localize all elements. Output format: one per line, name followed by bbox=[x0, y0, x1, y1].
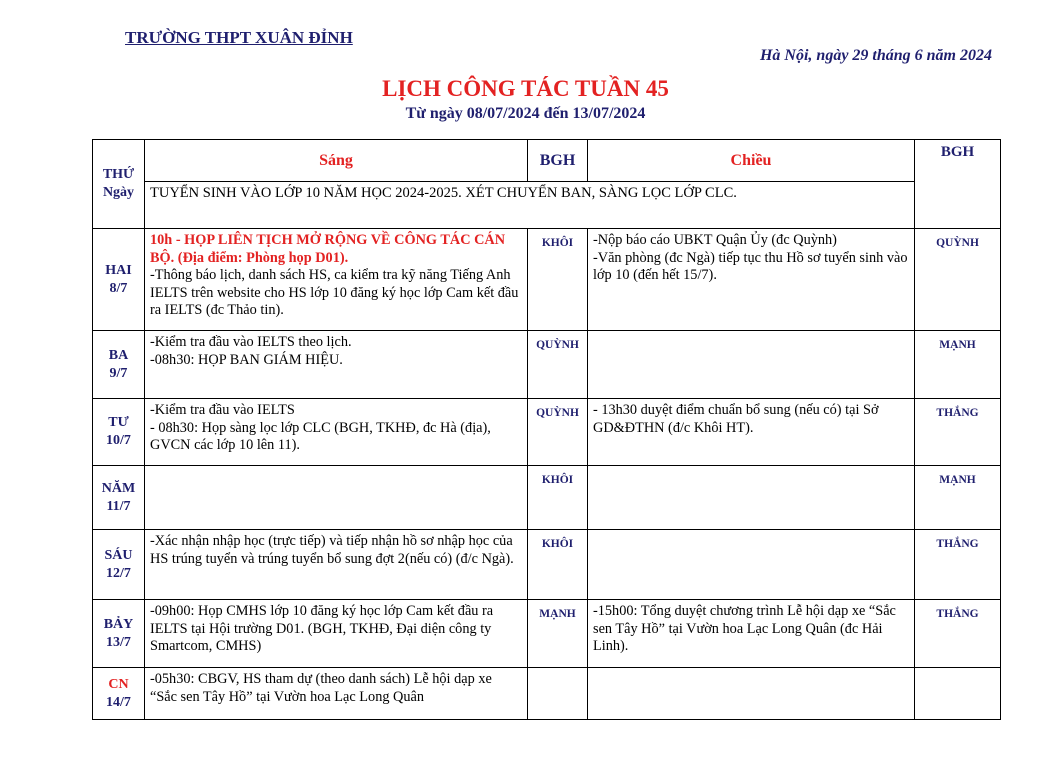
bgh-afternoon-cell: THẮNG bbox=[915, 399, 1001, 466]
day-cell bbox=[93, 530, 145, 600]
bgh-morning-cell: MẠNH bbox=[528, 600, 588, 668]
date-line: Hà Nội, ngày 29 tháng 6 năm 2024 bbox=[759, 47, 992, 64]
bgh-afternoon-cell bbox=[915, 668, 1001, 720]
table-header-row bbox=[93, 140, 1001, 182]
table-row bbox=[93, 229, 1001, 331]
date-range: Từ ngày 08/07/2024 đến 13/07/2024 bbox=[405, 105, 646, 122]
day-cell bbox=[93, 600, 145, 668]
bgh-afternoon-cell: THẮNG bbox=[915, 530, 1001, 600]
day-header-cell bbox=[93, 140, 145, 229]
day-name: SÁU bbox=[104, 547, 133, 563]
notice-row bbox=[93, 182, 1001, 229]
afternoon-cell bbox=[588, 530, 915, 600]
table-row bbox=[93, 530, 1001, 600]
day-cell bbox=[93, 229, 145, 331]
bgh-morning-cell: KHÔI bbox=[528, 229, 588, 331]
day-name: HAI bbox=[105, 262, 132, 278]
bgh-afternoon-cell: QUỲNH bbox=[915, 229, 1001, 331]
day-date: 13/7 bbox=[106, 634, 131, 650]
bgh-morning-cell: KHÔI bbox=[528, 466, 588, 530]
afternoon-text-2: -Văn phòng (đc Ngà) tiếp tục thu Hồ sơ tuyển sinh vào lớp 10 (đến hết 15/7). bbox=[593, 249, 908, 283]
day-date: 14/7 bbox=[106, 694, 131, 710]
afternoon-cell: -15h00: Tổng duyệt chương trình Lễ hội dạp xe “Sắc sen Tây Hồ” tại Vườn hoa Lạc Long Quân (đc Hải Linh). bbox=[588, 600, 915, 668]
day-cell bbox=[93, 399, 145, 466]
day-date: 11/7 bbox=[106, 498, 131, 514]
bgh-morning-header: BGH bbox=[528, 140, 588, 182]
bgh-morning-cell bbox=[528, 668, 588, 720]
schedule-table bbox=[92, 139, 1001, 720]
day-date: 10/7 bbox=[106, 433, 131, 448]
morning-cell bbox=[145, 466, 528, 530]
morning-cell: -09h00: Họp CMHS lớp 10 đăng ký học lớp Cam kết đầu ra IELTS tại Hội trường D01. (BGH, TKHĐ, Đại diện công ty Smartcom, CMHS) bbox=[145, 600, 528, 668]
afternoon-cell bbox=[588, 466, 915, 530]
afternoon-cell: - 13h30 duyệt điểm chuẩn bổ sung (nếu có) tại Sở GD&ĐTHN (đ/c Khôi HT). bbox=[588, 399, 915, 466]
table-row bbox=[93, 668, 1001, 720]
day-cell bbox=[93, 668, 145, 720]
afternoon-cell bbox=[588, 668, 915, 720]
day-date: 12/7 bbox=[106, 565, 131, 581]
morning-text-1: -Kiểm tra đầu vào IELTS bbox=[150, 402, 295, 418]
morning-highlight: 10h - HỌP LIÊN TỊCH MỞ RỘNG VỀ CÔNG TÁC CÁN BỘ. (Địa điểm: Phòng họp D01). bbox=[150, 232, 506, 266]
morning-header: Sáng bbox=[145, 140, 528, 182]
morning-cell: -05h30: CBGV, HS tham dự (theo danh sách) Lễ hội dạp xe “Sắc sen Tây Hồ” tại Vườn hoa Lạc Long Quân bbox=[145, 668, 528, 720]
day-cell bbox=[93, 331, 145, 399]
afternoon-header: Chiều bbox=[588, 140, 915, 182]
morning-cell bbox=[145, 331, 528, 399]
day-date: 8/7 bbox=[109, 280, 128, 296]
table-row bbox=[93, 466, 1001, 530]
table-row bbox=[93, 399, 1001, 466]
bgh-afternoon-cell: MẠNH bbox=[915, 331, 1001, 399]
day-header-top: THỨ bbox=[102, 167, 135, 182]
afternoon-cell bbox=[588, 229, 915, 331]
morning-text: -Thông báo lịch, danh sách HS, ca kiểm tra kỹ năng Tiếng Anh IELTS trên website cho HS lớp 10 đăng ký học lớp Cam kết đầu ra IELTS (đc Thảo tin). bbox=[150, 267, 519, 318]
bgh-afternoon-cell: THẮNG bbox=[915, 600, 1001, 668]
morning-text-2: - 08h30: Họp sàng lọc lớp CLC (BGH, TKHĐ, đc Hà (địa), GVCN các lớp 10 lên 11). bbox=[150, 419, 491, 453]
day-name: TƯ bbox=[108, 415, 129, 430]
bgh-afternoon-cell: MẠNH bbox=[915, 466, 1001, 530]
day-cell bbox=[93, 466, 145, 530]
day-name: BẢY bbox=[103, 616, 134, 632]
day-name: CN bbox=[108, 676, 129, 692]
bgh-afternoon-header: BGH bbox=[915, 140, 1001, 229]
morning-text-2: -08h30: HỌP BAN GIÁM HIỆU. bbox=[150, 351, 343, 368]
page-title: LỊCH CÔNG TÁC TUẦN 45 bbox=[382, 76, 669, 101]
day-name: NĂM bbox=[101, 480, 136, 496]
morning-text-1: -Kiểm tra đầu vào IELTS theo lịch. bbox=[150, 334, 352, 350]
table-row bbox=[93, 600, 1001, 668]
morning-cell bbox=[145, 229, 528, 331]
morning-cell: -Xác nhận nhập học (trực tiếp) và tiếp nhận hồ sơ nhập học của HS trúng tuyển và trúng tuyển bổ sung đợt 2(nếu có) (đ/c Ngà). bbox=[145, 530, 528, 600]
school-name: TRƯỜNG THPT XUÂN ĐỈNH bbox=[125, 28, 353, 47]
bgh-morning-cell: QUỲNH bbox=[528, 399, 588, 466]
afternoon-text-1: -Nộp báo cáo UBKT Quận Ủy (đc Quỳnh) bbox=[593, 232, 837, 248]
day-header-bottom: Ngày bbox=[102, 185, 135, 200]
table-row bbox=[93, 331, 1001, 399]
bgh-morning-cell: QUỲNH bbox=[528, 331, 588, 399]
morning-cell bbox=[145, 399, 528, 466]
afternoon-cell bbox=[588, 331, 915, 399]
notice-cell: TUYỂN SINH VÀO LỚP 10 NĂM HỌC 2024-2025. XÉT CHUYỂN BAN, SÀNG LỌC LỚP CLC. bbox=[145, 182, 915, 229]
day-date: 9/7 bbox=[109, 365, 128, 381]
bgh-morning-cell: KHÔI bbox=[528, 530, 588, 600]
day-name: BA bbox=[108, 347, 129, 363]
